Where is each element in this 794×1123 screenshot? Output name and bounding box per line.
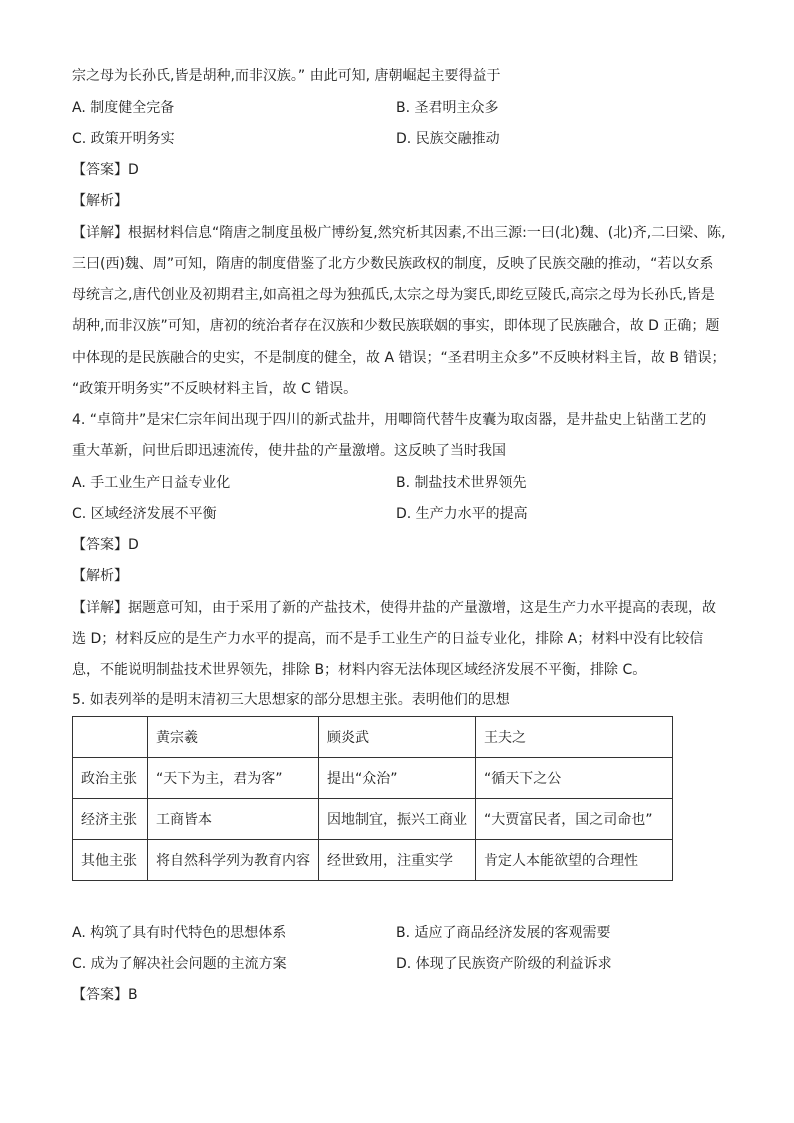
- table-row: [73, 840, 673, 881]
- table-cell: 将自然科学列为教育内容: [148, 840, 319, 881]
- q4-detail-line: 息，不能说明制盐技术世界领先，排除 B；材料内容无法体现区域经济发展不平衡，排除 C。: [72, 662, 647, 678]
- table-cell: “大贾富民者，国之司命也”: [476, 799, 673, 840]
- q5-answer: 【答案】B: [72, 987, 138, 1003]
- table-header-cell: 黄宗羲: [148, 717, 319, 758]
- q5-option-b: B. 适应了商品经济发展的客观需要: [396, 925, 611, 941]
- q3-detail-line: 三曰(西)魏、周”可知，隋唐的制度借鉴了北方少数民族政权的制度，反映了民族交融的推动，“若以女系: [72, 256, 714, 272]
- q4-detail-line: 选 D；材料反应的是生产力水平的提高，而不是手工业生产的日益专业化，排除 A；材料中没有比较信: [72, 631, 704, 647]
- q3-detail-line: 胡种,而非汉族”可知，唐初的统治者存在汉族和少数民族联姻的事实，即体现了民族融合，故 D 正确；题: [72, 318, 720, 334]
- q5-option-a: A. 构筑了具有时代特色的思想体系: [72, 925, 287, 941]
- q3-detail-line: 【详解】根据材料信息“隋唐之制度虽极广博纷复,然究析其因素,不出三源:一曰(北)魏、(北)齐,二曰梁、陈,: [72, 225, 726, 241]
- q3-detail-line: 中体现的是民族融合的史实，不是制度的健全，故 A 错误；“圣君明主众多”不反映材料主旨，故 B 错误；: [72, 350, 726, 366]
- q5-option-d: D. 体现了民族资产阶级的利益诉求: [396, 956, 612, 972]
- q4-option-c: C. 区域经济发展不平衡: [72, 506, 217, 522]
- q3-option-b: B. 圣君明主众多: [396, 100, 499, 116]
- table-row: [73, 799, 673, 840]
- q3-option-c: C. 政策开明务实: [72, 131, 175, 147]
- q5-option-c: C. 成为了解决社会问题的主流方案: [72, 956, 287, 972]
- table-header-cell: 顾炎武: [319, 717, 476, 758]
- table-cell: 因地制宜，振兴工商业: [319, 799, 476, 840]
- q4-option-d: D. 生产力水平的提高: [396, 506, 528, 522]
- table-row: [73, 758, 673, 799]
- q4-detail-line: 【详解】据题意可知，由于采用了新的产盐技术，使得井盐的产量激增，这是生产力水平提高的表现，故: [72, 600, 716, 616]
- q3-option-a: A. 制度健全完备: [72, 100, 175, 116]
- q3-stem-tail: 宗之母为长孙氏,皆是胡种,而非汉族。” 由此可知, 唐朝崛起主要得益于: [72, 68, 501, 84]
- thinkers-table: [72, 716, 673, 881]
- q3-detail-line: 母统言之,唐代创业及初期君主,如高祖之母为独孤氏,太宗之母为窦氏,即纥豆陵氏,高宗之母为长孙氏,皆是: [72, 287, 715, 303]
- q3-analysis-label: 【解析】: [72, 193, 128, 209]
- table-cell: 工商皆本: [148, 799, 319, 840]
- table-cell: “循天下之公: [476, 758, 673, 799]
- table-cell: 其他主张: [73, 840, 148, 881]
- q4-answer: 【答案】D: [72, 537, 139, 553]
- q3-option-d: D. 民族交融推动: [396, 131, 500, 147]
- table-cell: 政治主张: [73, 758, 148, 799]
- table-header-cell: [73, 717, 148, 758]
- q4-stem-line: 重大革新，问世后即迅速流传，使井盐的产量激增。这反映了当时我国: [72, 443, 506, 459]
- q4-stem-line: 4. “卓筒井”是宋仁宗年间出现于四川的新式盐井，用唧筒代替牛皮囊为取卤器，是井盐史上钻凿工艺的: [72, 412, 707, 428]
- table-cell: 肯定人本能欲望的合理性: [476, 840, 673, 881]
- table-cell: 经世致用，注重实学: [319, 840, 476, 881]
- table-cell: 经济主张: [73, 799, 148, 840]
- q3-detail-line: “政策开明务实”不反映材料主旨，故 C 错误。: [72, 381, 358, 397]
- q5-stem: 5. 如表列举的是明末清初三大思想家的部分思想主张。表明他们的思想: [72, 692, 510, 708]
- table-header-row: [73, 717, 673, 758]
- q4-option-b: B. 制盐技术世界领先: [396, 475, 527, 491]
- q4-analysis-label: 【解析】: [72, 568, 128, 584]
- q3-answer: 【答案】D: [72, 162, 139, 178]
- table-cell: “天下为主，君为客”: [148, 758, 319, 799]
- q4-option-a: A. 手工业生产日益专业化: [72, 475, 231, 491]
- table-cell: 提出“众治”: [319, 758, 476, 799]
- table-header-cell: 王夫之: [476, 717, 673, 758]
